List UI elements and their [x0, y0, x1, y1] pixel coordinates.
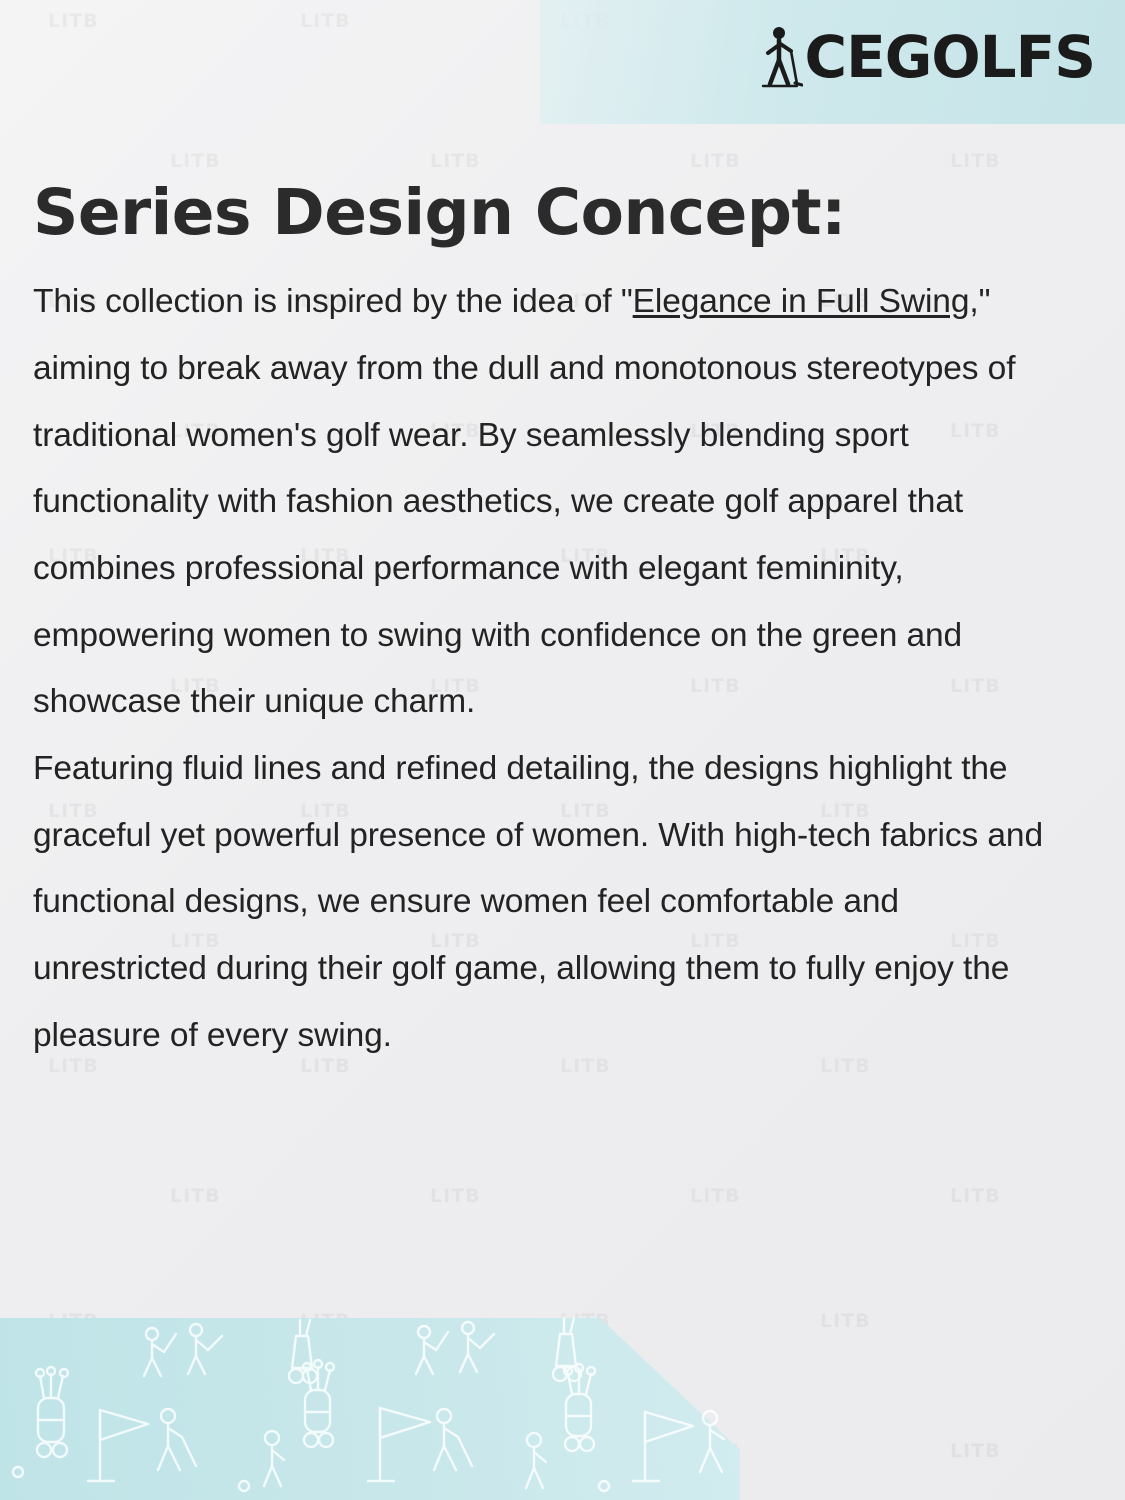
footer-band: [0, 1290, 740, 1500]
content-area: [33, 178, 1089, 1069]
watermark-label: [950, 150, 1001, 172]
body-text: [33, 269, 1078, 1069]
watermark-label: [48, 10, 99, 32]
watermark-label: [430, 150, 481, 172]
paragraph-1-lead: This collection is inspired by the idea of ": [33, 283, 633, 321]
highlight-phrase: Elegance in Full Swing: [632, 283, 970, 321]
watermark-label: [170, 1185, 221, 1207]
watermark-label: [690, 1185, 741, 1207]
watermark-label: [300, 10, 351, 32]
paragraph-2: Featuring fluid lines and refined detailing, the designs highlight the graceful yet powerful presence of women. With high-tech fabrics and functional designs, we ensure women feel comfortable and unrestricted during their golf game, allowing them to fully enjoy the pleasure of every swing.: [33, 749, 1043, 1054]
watermark-label: [690, 150, 741, 172]
watermark-label: [170, 150, 221, 172]
paragraph-1: [33, 269, 1078, 736]
brand-logo: [757, 22, 1095, 92]
golfer-silhouette-icon: [757, 26, 803, 88]
paragraph-1-rest: ," aiming to break away from the dull and monotonous stereotypes of traditional women's golf wear. By seamlessly blending sport functionality with fashion aesthetics, we create golf apparel that combines professional performance with elegant femininity, empowering women to swing with confidence on the green and showcase their unique charm.: [33, 283, 1016, 721]
page-title: Series Design Concept:: [33, 176, 846, 249]
watermark-label: [820, 1310, 871, 1332]
watermark-label: [950, 1440, 1001, 1462]
watermark-label: [950, 1185, 1001, 1207]
watermark-label: [430, 1185, 481, 1207]
brand-name: CEGOLFS: [804, 23, 1095, 91]
